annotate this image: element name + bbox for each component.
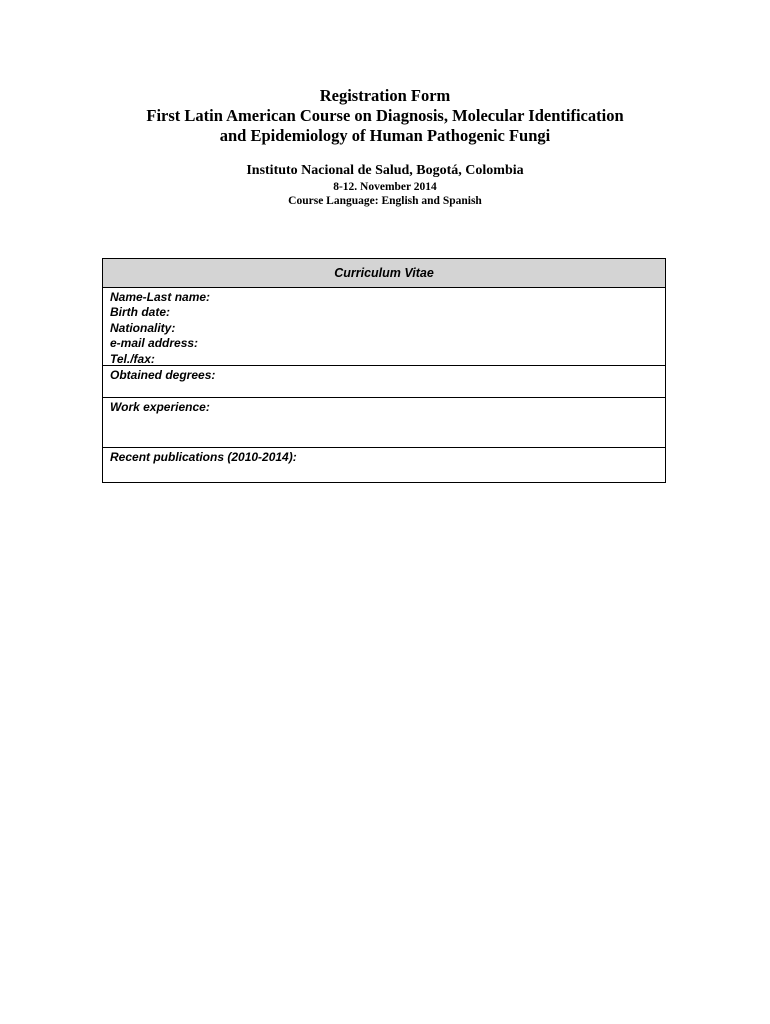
recent-publications-label: Recent publications (2010-2014): <box>110 450 297 464</box>
work-experience-cell[interactable] <box>103 398 665 448</box>
birth-date-label: Birth date: <box>110 305 170 320</box>
course-dates: 8-12. November 2014 <box>333 181 437 193</box>
course-language: Course Language: English and Spanish <box>288 195 482 207</box>
personal-info-cell[interactable] <box>103 288 665 366</box>
course-title-line-1: First Latin American Course on Diagnosis, Molecular Identification <box>146 106 624 125</box>
institute-location: Instituto Nacional de Salud, Bogotá, Colombia <box>246 163 524 178</box>
work-experience-label: Work experience: <box>110 400 210 414</box>
tel-fax-label: Tel./fax: <box>110 351 155 366</box>
cv-heading: Curriculum Vitae <box>103 259 665 288</box>
obtained-degrees-label: Obtained degrees: <box>110 368 216 382</box>
recent-publications-cell[interactable] <box>103 448 665 482</box>
form-header <box>0 86 770 208</box>
email-address-label: e-mail address: <box>110 336 199 351</box>
curriculum-vitae-table <box>102 258 666 483</box>
form-title: Registration Form <box>319 86 451 105</box>
course-title-line-2: and Epidemiology of Human Pathogenic Fungi <box>219 126 551 145</box>
obtained-degrees-cell[interactable] <box>103 366 665 398</box>
name-last-name-label: Name-Last name: <box>110 290 211 304</box>
nationality-label: Nationality: <box>110 320 176 335</box>
